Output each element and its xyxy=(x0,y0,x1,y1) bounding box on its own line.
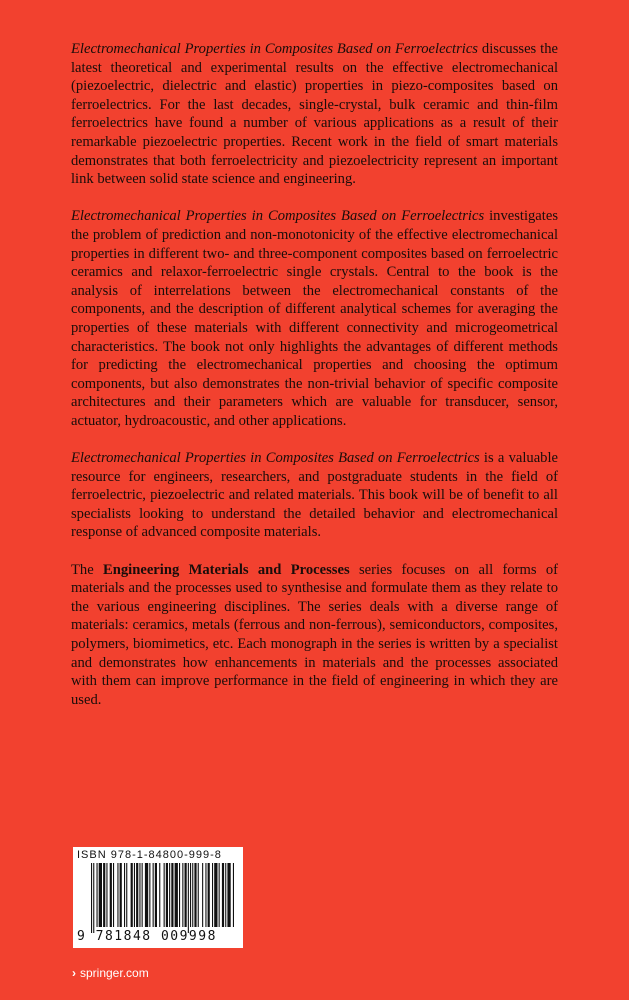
description-text xyxy=(71,40,558,728)
barcode-bars xyxy=(91,863,235,933)
paragraph-1: Electromechanical Properties in Composites Based on Ferroelectrics discusses the latest theoretical and experimental results on the effective electromechanical (piezoelectric, dielectric and elastic) properties in piezo-composites based on ferroelectrics. For the last decades, single-crystal, bulk ceramic and thin-film ferroelectrics have found a number of various applications as a result of their remarkable piezoelectric properties. Recent work in the field of smart materials demonstrates that both ferroelectricity and piezoelectricity represent an important link between solid state science and engineering. xyxy=(71,41,558,188)
chevron-right-icon: › xyxy=(72,966,76,980)
barcode xyxy=(73,847,243,948)
paragraph-3: Electromechanical Properties in Composites Based on Ferroelectrics is a valuable resource for engineers, researchers, and postgraduate students in the field of ferroelectric, piezoelectric and related materials. This book will be of benefit to all specialists looking to understand the detailed behavior and electromechanical response of advanced composite materials. xyxy=(71,450,558,541)
book-title-italic: Electromechanical Properties in Composites Based on Ferroelectrics xyxy=(71,41,478,57)
book-title-italic: Electromechanical Properties in Composites Based on Ferroelectrics xyxy=(71,450,480,467)
series-paragraph: The Engineering Materials and Processes series focuses on all forms of materials and the processes used to synthesise and formulate them as they relate to the various engineering disciplines. The series deals with a diverse range of materials: ceramics, metals (ferrous and non-ferrous), semiconductors, composites, polymers, biomimetics, etc. Each monograph in the series is written by a specialist and demonstrates how enhancements in materials and the processes associated with them can improve performance in the field of engineering in which they are used. xyxy=(71,561,558,708)
barcode-number: 9 781848 009998 xyxy=(77,929,217,944)
website-label: springer.com xyxy=(80,966,149,980)
series-name: Engineering Materials and Processes xyxy=(103,561,350,578)
website-link[interactable] xyxy=(72,966,149,980)
paragraph-2: Electromechanical Properties in Composites Based on Ferroelectrics investigates the problem of prediction and non-monotonicity of the effective electromechanical properties in different two- and three-component composites based on ferroelectric ceramics and relaxor-ferroelectric single crystals. Central to the book is the analysis of interrelations between the electromechanical constants of the components, and the description of different analytical schemes for averaging the properties of these materials with different connectivity and microgeometrical characteristics. The book not only highlights the advantages of different methods for predicting the electromechanical properties and choosing the optimum components, but also demonstrates the non-trivial behavior of specific composite architectures and their parameters which are valuable for transducer, sensor, actuator, hydroacoustic, and other applications. xyxy=(71,208,558,429)
book-title-italic: Electromechanical Properties in Composites Based on Ferroelectrics xyxy=(71,208,485,225)
isbn-label: ISBN 978-1-84800-999-8 xyxy=(77,849,222,861)
